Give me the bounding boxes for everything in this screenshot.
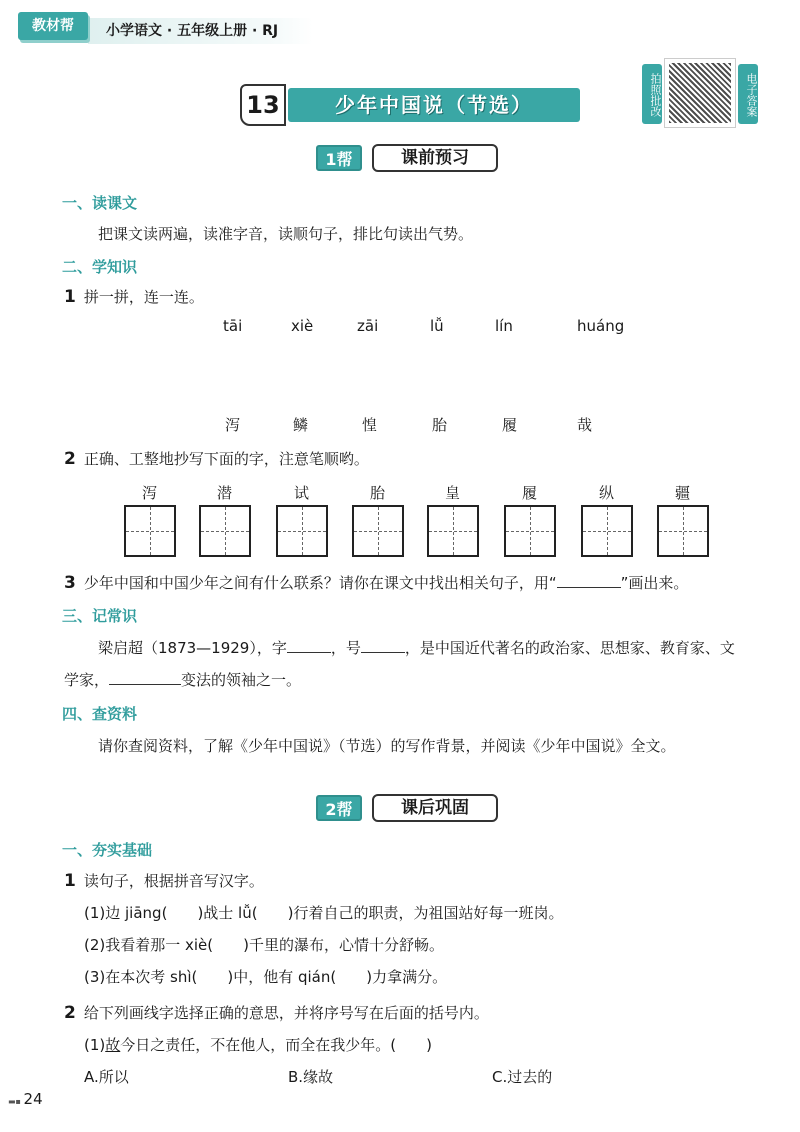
- copy-char: 泻: [142, 484, 158, 502]
- qr-code-icon: [664, 58, 736, 128]
- text: )力拿满分。: [366, 968, 448, 986]
- char-item[interactable]: 鳞: [293, 416, 309, 434]
- underlined-char: 故: [105, 1036, 121, 1054]
- fact-line-2: [64, 669, 301, 690]
- text: 学家，: [64, 671, 110, 689]
- copy-char: 皇: [445, 484, 461, 502]
- char-item[interactable]: 惶: [362, 416, 378, 434]
- question-number: 3: [64, 573, 76, 593]
- pinyin-item[interactable]: huáng: [577, 317, 625, 335]
- question-text: ”画出来。: [620, 574, 689, 592]
- char-item[interactable]: 泻: [225, 416, 241, 434]
- fill-item-3: [84, 966, 447, 987]
- part2-title: 课后巩固: [372, 794, 498, 822]
- section-heading: 一、读课文: [62, 194, 138, 212]
- writing-grid-box[interactable]: [124, 505, 176, 557]
- option-b[interactable]: B.缘故: [288, 1068, 334, 1086]
- writing-grid-box[interactable]: [352, 505, 404, 557]
- text: 今日之责任，不在他人，而全在我少年。(: [120, 1036, 397, 1054]
- choice-item-1: [84, 1034, 432, 1055]
- section-heading: 一、夯实基础: [62, 841, 153, 859]
- answer-blank[interactable]: [557, 574, 621, 588]
- answer-blank[interactable]: [361, 639, 405, 653]
- text: )中，他有 qián(: [227, 968, 337, 986]
- lesson-number: 13: [240, 84, 286, 126]
- question-1: [64, 870, 264, 891]
- answer-blank[interactable]: [287, 639, 331, 653]
- char-item[interactable]: 哉: [577, 416, 593, 434]
- copy-char: 履: [522, 484, 538, 502]
- text: )战士 lǚ(: [197, 904, 258, 922]
- text: 变法的领袖之一。: [181, 671, 302, 689]
- header-subtitle: 小学语文 · 五年级上册 · RJ: [88, 18, 313, 44]
- instruction-text: 把课文读两遍，读准字音，读顺句子，排比句读出气势。: [98, 225, 474, 243]
- text: 梁启超（1873—1929），字: [98, 639, 287, 657]
- writing-grid-box[interactable]: [657, 505, 709, 557]
- instruction-text: 请你查阅资料，了解《少年中国说》（节选）的写作背景，并阅读《少年中国说》全文。: [98, 737, 676, 755]
- text: )千里的瀑布，心情十分舒畅。: [243, 936, 445, 954]
- question-number: 1: [64, 871, 76, 891]
- writing-grid-box[interactable]: [504, 505, 556, 557]
- option-c[interactable]: C.过去的: [492, 1068, 553, 1086]
- pinyin-item[interactable]: zāi: [357, 317, 379, 335]
- question-number: 2: [64, 1003, 76, 1023]
- section-heading: 四、查资料: [62, 705, 138, 723]
- fill-item-2: [84, 934, 444, 955]
- question-2: [64, 448, 369, 469]
- text: )行着自己的职责，为祖国站好每一班岗。: [287, 904, 564, 922]
- question-text: 给下列画线字选择正确的意思，并将序号写在后面的括号内。: [83, 1004, 489, 1022]
- page-marker-icon: ▬▪: [8, 1097, 24, 1106]
- section-heading: 三、记常识: [62, 607, 138, 625]
- writing-grid-box[interactable]: [276, 505, 328, 557]
- copy-char: 胎: [370, 484, 386, 502]
- question-1: [64, 286, 204, 307]
- text: (1): [84, 1036, 106, 1054]
- question-number: 2: [64, 449, 76, 469]
- section-heading: 二、学知识: [62, 258, 138, 276]
- copy-char: 试: [294, 484, 310, 502]
- char-item[interactable]: 履: [502, 416, 518, 434]
- question-2: [64, 1002, 489, 1023]
- text: ，是中国近代著名的政治家、思想家、教育家、文: [404, 639, 735, 657]
- qr-right-label: 电子答案: [738, 64, 758, 124]
- text: (3)在本次考 shì(: [84, 968, 198, 986]
- fill-item-1: [84, 902, 563, 923]
- text: ): [426, 1036, 432, 1054]
- text: ，号: [330, 639, 361, 657]
- question-3: [64, 572, 688, 593]
- header-brand-tag: 教材帮: [18, 12, 88, 40]
- option-a[interactable]: A.所以: [84, 1068, 129, 1086]
- writing-grid-box[interactable]: [581, 505, 633, 557]
- copy-char: 纵: [599, 484, 615, 502]
- writing-grid-box[interactable]: [427, 505, 479, 557]
- part1-badge: 1帮: [316, 145, 362, 171]
- char-item[interactable]: 胎: [432, 416, 448, 434]
- copy-char: 潜: [217, 484, 233, 502]
- pinyin-item[interactable]: lǚ: [430, 317, 444, 335]
- part1-title: 课前预习: [372, 144, 498, 172]
- writing-grid-box[interactable]: [199, 505, 251, 557]
- page-number: [8, 1090, 43, 1108]
- question-text: 正确、工整地抄写下面的字，注意笔顺哟。: [83, 450, 369, 468]
- pinyin-item[interactable]: tāi: [223, 317, 243, 335]
- question-number: 1: [64, 287, 76, 307]
- text: (1)边 jiāng(: [84, 904, 168, 922]
- answer-blank[interactable]: [109, 671, 181, 685]
- qr-code-panel[interactable]: [642, 58, 758, 128]
- pinyin-item[interactable]: xiè: [291, 317, 314, 335]
- lesson-title: 少年中国说（节选）: [288, 88, 580, 122]
- qr-left-label: 拍照批改: [642, 64, 662, 124]
- question-text: 少年中国和中国少年之间有什么联系？请你在课文中找出相关句子，用“: [83, 574, 557, 592]
- text: (2)我看着那一 xiè(: [84, 936, 214, 954]
- pinyin-item[interactable]: lín: [495, 317, 513, 335]
- copy-char: 疆: [675, 484, 691, 502]
- page-number-text: 24: [23, 1090, 43, 1108]
- question-text: 读句子，根据拼音写汉字。: [83, 872, 264, 890]
- question-text: 拼一拼，连一连。: [83, 288, 204, 306]
- fact-line-1: [98, 637, 735, 658]
- part2-badge: 2帮: [316, 795, 362, 821]
